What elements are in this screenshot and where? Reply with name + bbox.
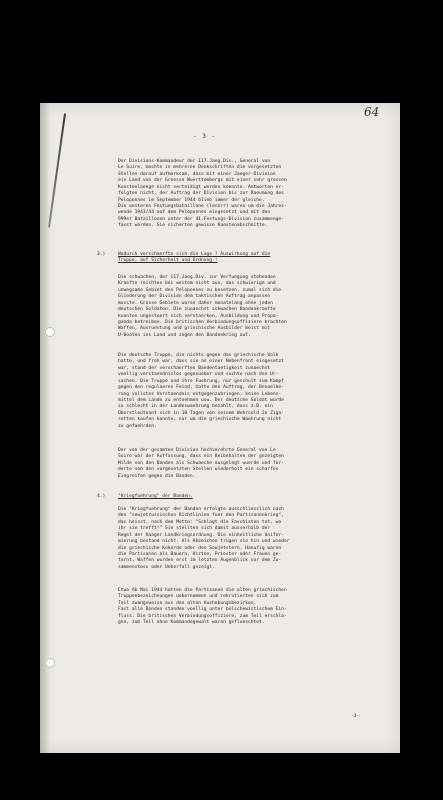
punch-hole (45, 658, 55, 668)
text-line: den "sowjetrussischen Richtlinien fuer den Partisanenkrieg", (118, 513, 284, 519)
text-line: Le Suire, machte in mehreren Denkschriften die vorgesetzten (118, 165, 282, 171)
punch-hole (45, 327, 55, 337)
paragraph-6 (118, 588, 408, 627)
section-4-heading (118, 494, 193, 500)
footer-page-number: -3- (351, 714, 360, 719)
text-line: so schlecht in der Landeswaehrung bezahlt, dass z.B. ein (118, 404, 273, 410)
text-line: deutschen Soldaten. Die zunaechst schwachen Bandenkraefte (118, 307, 276, 313)
text-line: musste. Grosse Gebiete waren daher monatelang ohne jeden (118, 300, 273, 306)
text-line: Der Divisions-Kommandeur der 117.Jaeg.Div., General von (118, 159, 271, 164)
text-line: Stellen darauf aufmerksam, dass mit einer Jaeger-Division (118, 171, 276, 177)
heading-line: Truppe, auf Sicherheit und Ordnung ! (118, 258, 218, 264)
text-line: folgten nicht, der Auftrag der Division bis zur Raeumung des (118, 191, 284, 197)
text-line: Waffen, Ausruestung und griechische Ausbilder meist mit (118, 326, 271, 332)
text-line: Oberstleutnant sich in 10 Tagen von seinem Wehrsold 2o Ziga- (118, 410, 284, 416)
paragraph-1 (118, 159, 408, 230)
paragraph-2 (118, 275, 408, 339)
text-line: 999er Bataillonen unter der 41.Festungs-Division zusammenge- (118, 216, 284, 222)
text-line: Fast alle Banden standen voellig unter bolschewistischem Ein- (118, 607, 287, 613)
text-line: Milde von den Banden als Schwaeche ausgelegt wuerde und for- (118, 460, 284, 466)
text-line: Die schwachen, der 117.Jaeg.Div. zur Verfuegung stehenden (118, 275, 276, 280)
heading-line: "Kriegfuehrung" der Banden. (118, 494, 193, 499)
text-line: ein Land von der Groesse Wuerttembergs mit einer sehr grossen (118, 178, 287, 184)
text-line: Regel der Haager Landkriegsordnung. Die einheitliche Unifor- (118, 532, 284, 538)
paragraph-3 (118, 353, 408, 430)
text-line: Eingreifen gegen die Banden. (118, 473, 196, 479)
text-line: ihr sie trefft!" Sie stellten sich damit ausserhalb der (118, 526, 271, 532)
paragraph-4 (118, 448, 408, 480)
text-line: sachen. Die Truppe und ihre Fuehrung, nur geschult zum Kampf (118, 378, 284, 384)
paper-crease (48, 113, 66, 227)
text-line: gen, zum Teil ohne Kommandogewalt waren geflueschtet. (118, 620, 265, 626)
text-line: Teil zwangsweise aus den alten Aushebungsbezirken. (118, 600, 257, 606)
text-line: Die deutsche Truppe, die nichts gegen das griechische Volk (118, 353, 279, 358)
text-line: Suire war der Auffassung, dass ein Beibehalten der gezeigten (118, 454, 284, 460)
text-line: unwegsame Gebiet des Peloponnes zu besetzen, zumal sich die (118, 287, 282, 293)
text-line: derte von den vorgesetzten Stellen wiederholt ein scharfes (118, 467, 279, 473)
text-line: voellig verstaendnislos gegenueber und suchte nach den Ur- (118, 372, 279, 378)
text-line: das heisst, nach dem Motto: "Schlagt die Faschisten tot, wo (118, 519, 282, 525)
text-line: rung vollstes Verstaendnis entgegenzubringen, keine Lebens- (118, 391, 282, 397)
text-line: fluss. Die britischen Verbindungsoffiziere, zum Teil erschla- (118, 613, 287, 619)
text-line: war, stand der verschaerften Bandentaetigkeit zunaechst (118, 365, 271, 371)
text-line: sammenstoss oder Ueberfall gezeigt. (118, 564, 215, 570)
text-line: mierung bestand nicht. Als Abzeichen trugen sie hin und wieder (118, 539, 290, 545)
text-line: die Partisanen als Bauern, Hirten, Priester oder Frauen ge- (118, 551, 282, 557)
text-line: Kraefte reichten bei weitem nicht aus, das schwierige und (118, 281, 276, 287)
section-4-number: 4.) (97, 494, 106, 499)
text-line: Gliederung der Division dem taktischen Auftrag anpassen (118, 294, 271, 300)
text-line: mittel dem Lande zu entnehmen usw. Der deutsche Soldat wurde (118, 397, 284, 403)
text-line: tarnt, Waffen wurden erst im letzten Augenblick vor dem Zu- (118, 558, 282, 564)
document-page (40, 103, 400, 753)
text-line: wende 1943/44 auf dem Peloponnes eingesetzt und mit den (118, 210, 271, 216)
text-line: fasst worden. Sie sicherten gewisse Kuestenabschnitte. (118, 223, 268, 229)
text-line: Die "Kriegfuehrung" der Banden erfolgte ausschliesslich nach (118, 507, 284, 512)
text-line: die griechische Kokarde oder den Sowjetstern. Haeufig waren (118, 545, 282, 551)
text-line: U-Booten ins Land und zogen den Bandenkrieg auf. (118, 332, 251, 338)
text-line: Kuestenlaenge nicht verteidigt werden koennte. Antworten er- (118, 184, 284, 190)
folio-number: 64 (364, 105, 380, 119)
text-line: konnten ungestoert sich verstaerken, Ausbildung und Propa- (118, 313, 279, 319)
text-line: Die weiteren Festungsbataillone (locorr) waren um die Jahres- (118, 203, 287, 209)
section-3-number: 3.) (97, 252, 106, 257)
heading-line: Wodurch verschaerfte sich die Lage ? Auswirkung auf die (118, 252, 271, 257)
text-line: gegen den regulaeren Feind, hatte den Auftrag, der Bevoelke- (118, 385, 284, 391)
text-line: zu gefaehrden. (118, 423, 157, 429)
text-line: Der von der gesamten Division hochverehrte General von Le (118, 448, 276, 453)
page-number: - 3 - (193, 133, 217, 140)
text-line: Truppenbezeichnungen uebernommen und rekrutierten sich zum (118, 594, 279, 600)
paragraph-5 (118, 507, 408, 571)
text-line: Peloponnes im September 1944 blieb immer der gleiche. (118, 197, 265, 203)
section-3-heading (118, 252, 270, 265)
text-line: Etwa Ab Mai 1944 hatten die Partisanen die alten griechischen (118, 588, 287, 593)
text-line: retten kaufen konnte, nur um die griechische Waehrung nicht (118, 417, 282, 423)
text-line: ganda betreiben. Die britischen Verbindungsoffiziere brachten (118, 319, 287, 325)
text-line: hatte, und froh war, dass sie an einer Nebenfront eingesetzt (118, 359, 284, 365)
